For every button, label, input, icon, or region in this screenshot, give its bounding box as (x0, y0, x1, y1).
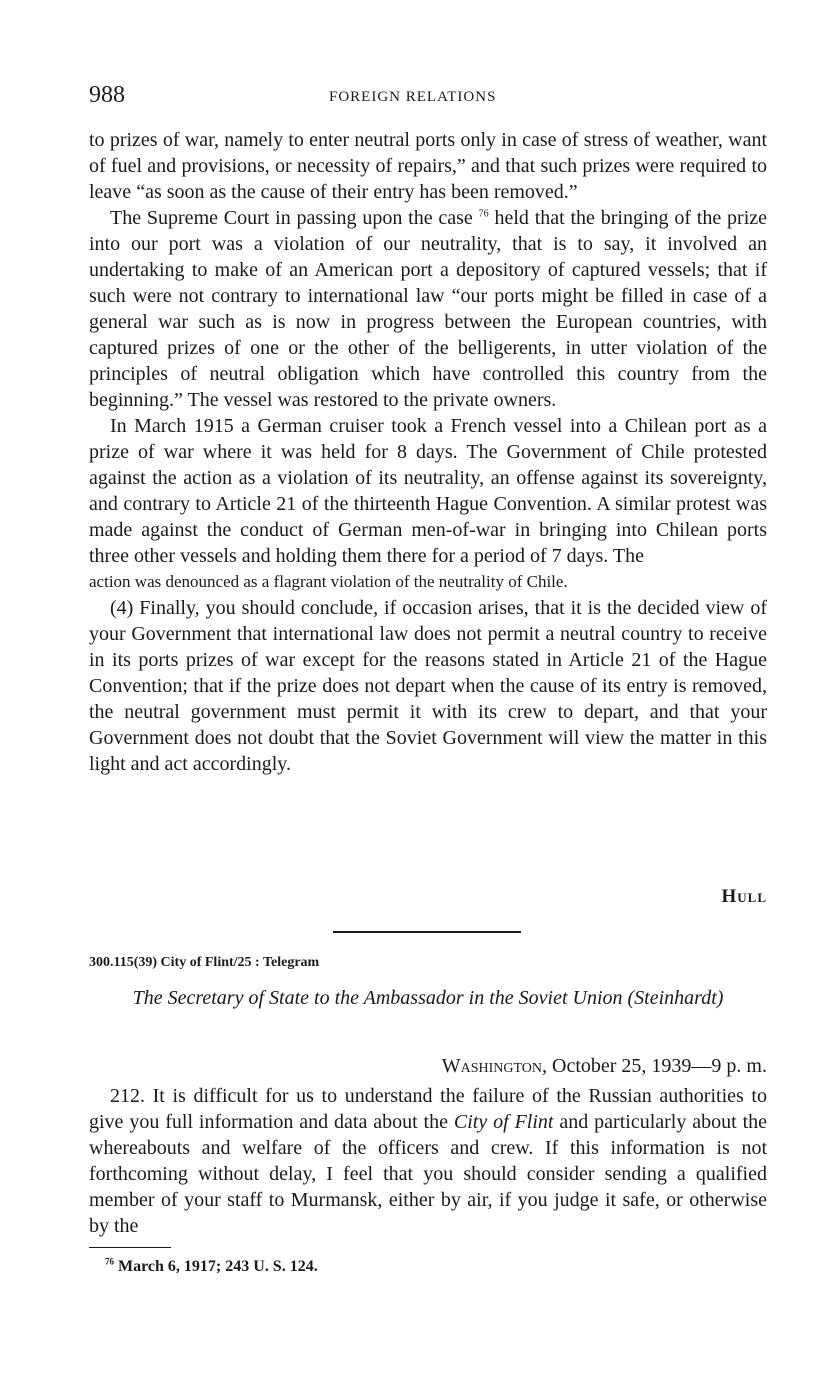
page-header (89, 82, 767, 114)
body-text (89, 127, 767, 777)
paragraph-text: The Supreme Court in passing upon the case (110, 207, 473, 229)
paragraph-chilean-port: In March 1915 a German cruiser took a French vessel into a Chilean port as a prize of war where it was held for 8 days. The Government of Chile protested against the action as a violation of its neutrality, an offense against its sovereignty, and contrary to Article 21 of the thirteenth Hague Convention. A similar protest was made against the conduct of German men-of-war in bringing into Chilean ports three other vessels and holding them there for a period of 7 days. The (89, 415, 767, 567)
paragraph-line: action was denounced as a flagrant violation of the neutrality of Chile. (89, 572, 568, 591)
footnote-divider (89, 1247, 171, 1248)
file-reference: 300.115(39) City of Flint/25 : Telegram (89, 955, 320, 970)
telegram-body (89, 1083, 767, 1239)
footnote-number: 76 (105, 1256, 114, 1267)
page-number: 988 (89, 82, 125, 108)
paragraph-text: held that the bringing of the prize into our port was a violation of our neutrality, that is to say, it involved an undertaking to make of an American port a depository of captured vessels; that if such were not contrary to international law “our ports might be filled in case of a general war such as is now in progress between the European countries, with captured prizes of one or the other of the belligerents, in utter violation of the principles of neutral obligation which have controlled this country from the beginning.” The vessel was restored to the private owners. (89, 207, 768, 411)
paragraph-supreme-court (89, 205, 767, 413)
section-divider (333, 931, 521, 933)
telegram-text: and particularly about the whereabouts and welfare of the officers and crew. If this information is not forthcoming without delay, I feel that you should consider sending a qualified member of your staff to Murmansk, either by air, if you judge it safe, or otherwise by the (89, 1111, 768, 1237)
dateline-place: Washington (441, 1055, 543, 1077)
footnote (105, 1258, 318, 1276)
telegram-text: 212. It is difficult for us to understand the failure of the Russian authorities to give you full information and data about the (89, 1085, 767, 1133)
footnote-text: March 6, 1917; 243 U. S. 124. (118, 1258, 318, 1275)
paragraph-continuation: to prizes of war, namely to enter neutral ports only in case of stress of weather, want of fuel and provisions, or necessity of repairs,” and that such prizes were required to leave “as soon as the cause of their entry has been removed.” (89, 129, 767, 203)
running-head: FOREIGN RELATIONS (329, 89, 497, 105)
dateline-date: , October 25, 1939—9 p. m. (542, 1055, 767, 1077)
dateline (442, 1055, 767, 1078)
ship-name: City of Flint (453, 1111, 554, 1133)
telegram-paragraph (89, 1083, 767, 1239)
signature: Hull (721, 886, 767, 907)
footnote-reference: 76 (478, 208, 489, 220)
document-title: The Secretary of State to the Ambassador in the Soviet Union (Steinhardt) (132, 987, 724, 1009)
paragraph-conclusion: (4) Finally, you should conclude, if occasion arises, that it is the decided view of your Government that international law does not permit a neutral country to receive in its ports prizes of war except for the reasons stated in Article 21 of the Hague Convention; that if the prize does not depart when the cause of its entry is removed, the neutral government must permit it with its crew to depart, and that your Government does not doubt that the Soviet Government will view the matter in this light and act accordingly. (89, 597, 767, 775)
